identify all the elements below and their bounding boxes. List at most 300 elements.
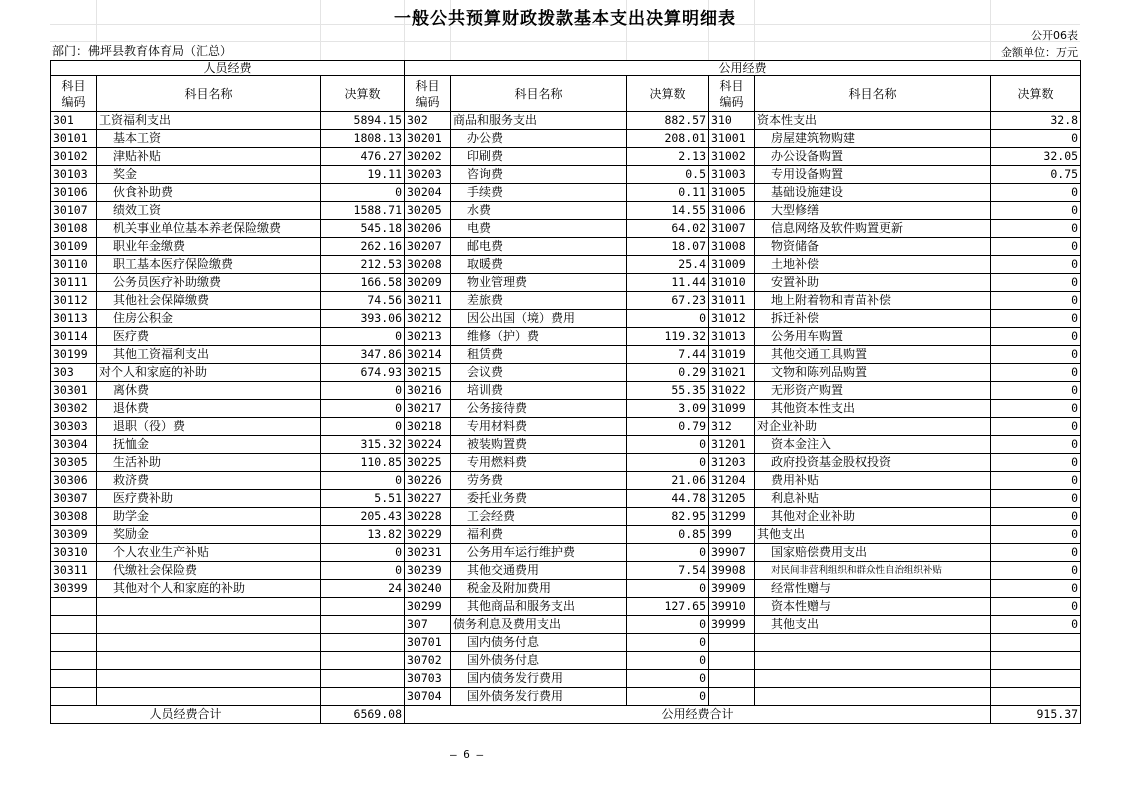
capital-code-cell (709, 688, 755, 706)
goods-amount-cell: 0.79 (627, 418, 709, 436)
capital-name-cell: 公务用车购置 (755, 328, 991, 346)
capital-amount-cell: 0 (991, 364, 1081, 382)
personnel-amount-cell (321, 688, 405, 706)
personnel-code-cell: 30399 (51, 580, 97, 598)
personnel-amount-cell: 5894.15 (321, 112, 405, 130)
personnel-code-cell: 30102 (51, 148, 97, 166)
goods-amount-cell: 882.57 (627, 112, 709, 130)
table-row (51, 580, 1081, 598)
goods-name-cell: 办公费 (451, 130, 627, 148)
capital-name-cell: 大型修缮 (755, 202, 991, 220)
goods-name-cell: 公务接待费 (451, 400, 627, 418)
capital-name-cell: 其他支出 (755, 616, 991, 634)
personnel-name-cell (97, 598, 321, 616)
table-row (51, 670, 1081, 688)
capital-name-cell (755, 688, 991, 706)
goods-amount-cell: 21.06 (627, 472, 709, 490)
personnel-code-cell: 30309 (51, 526, 97, 544)
goods-code-cell: 30215 (405, 364, 451, 382)
public-total-label: 公用经费合计 (405, 706, 991, 724)
personnel-amount-cell: 0 (321, 544, 405, 562)
capital-amount-cell (991, 634, 1081, 652)
capital-code-cell: 31205 (709, 490, 755, 508)
capital-amount-cell: 0 (991, 472, 1081, 490)
table-row (51, 166, 1081, 184)
personnel-name-cell: 离休费 (97, 382, 321, 400)
goods-amount-cell: 2.13 (627, 148, 709, 166)
goods-code-cell: 307 (405, 616, 451, 634)
personnel-name-cell: 医疗费 (97, 328, 321, 346)
capital-code-cell: 39909 (709, 580, 755, 598)
personnel-code-cell: 303 (51, 364, 97, 382)
goods-code-cell: 30225 (405, 454, 451, 472)
goods-code-cell: 30202 (405, 148, 451, 166)
page-number: — 6 — (450, 748, 484, 761)
capital-name-cell: 其他交通工具购置 (755, 346, 991, 364)
personnel-code-cell (51, 616, 97, 634)
personnel-code-cell: 30308 (51, 508, 97, 526)
table-row (51, 274, 1081, 292)
personnel-name-cell: 职工基本医疗保险缴费 (97, 256, 321, 274)
personnel-name-cell: 机关事业单位基本养老保险缴费 (97, 220, 321, 238)
public-total-value: 915.37 (991, 706, 1081, 724)
goods-code-cell: 30214 (405, 346, 451, 364)
personnel-name-cell (97, 688, 321, 706)
table-row (51, 418, 1081, 436)
capital-name-cell: 利息补贴 (755, 490, 991, 508)
table-row (51, 202, 1081, 220)
personnel-name-cell: 医疗费补助 (97, 490, 321, 508)
personnel-code-cell: 30109 (51, 238, 97, 256)
goods-name-cell: 手续费 (451, 184, 627, 202)
personnel-code-cell: 30310 (51, 544, 97, 562)
personnel-name-cell: 个人农业生产补贴 (97, 544, 321, 562)
goods-amount-cell: 127.65 (627, 598, 709, 616)
capital-amount-cell (991, 652, 1081, 670)
col-header-name: 科目名称 (97, 76, 321, 112)
personnel-amount-cell: 0 (321, 400, 405, 418)
personnel-code-cell: 30303 (51, 418, 97, 436)
table-row (51, 436, 1081, 454)
goods-amount-cell: 3.09 (627, 400, 709, 418)
goods-amount-cell: 0.29 (627, 364, 709, 382)
capital-code-cell: 31099 (709, 400, 755, 418)
table-row (51, 256, 1081, 274)
capital-name-cell: 政府投资基金股权投资 (755, 454, 991, 472)
personnel-amount-cell: 1588.71 (321, 202, 405, 220)
personnel-total-value: 6569.08 (321, 706, 405, 724)
capital-amount-cell: 0 (991, 292, 1081, 310)
capital-amount-cell: 0 (991, 418, 1081, 436)
capital-amount-cell: 0 (991, 616, 1081, 634)
personnel-name-cell: 对个人和家庭的补助 (97, 364, 321, 382)
personnel-amount-cell: 476.27 (321, 148, 405, 166)
capital-amount-cell: 0.75 (991, 166, 1081, 184)
expenditure-table (50, 60, 1081, 724)
personnel-code-cell: 30301 (51, 382, 97, 400)
personnel-code-cell: 301 (51, 112, 97, 130)
personnel-name-cell: 助学金 (97, 508, 321, 526)
personnel-code-cell: 30304 (51, 436, 97, 454)
personnel-name-cell: 救济费 (97, 472, 321, 490)
table-row (51, 688, 1081, 706)
capital-code-cell: 312 (709, 418, 755, 436)
capital-amount-cell (991, 688, 1081, 706)
personnel-name-cell: 代缴社会保险费 (97, 562, 321, 580)
capital-name-cell: 专用设备购置 (755, 166, 991, 184)
personnel-name-cell: 其他对个人和家庭的补助 (97, 580, 321, 598)
table-row (51, 490, 1081, 508)
col-header-code: 科目 编码 (51, 76, 97, 112)
capital-code-cell: 31204 (709, 472, 755, 490)
col-header-amount: 决算数 (627, 76, 709, 112)
personnel-amount-cell: 1808.13 (321, 130, 405, 148)
goods-name-cell: 水费 (451, 202, 627, 220)
goods-amount-cell: 14.55 (627, 202, 709, 220)
personnel-name-cell: 其他工资福利支出 (97, 346, 321, 364)
personnel-total-label: 人员经费合计 (51, 706, 321, 724)
goods-code-cell: 30229 (405, 526, 451, 544)
personnel-code-cell: 30101 (51, 130, 97, 148)
column-header-row (51, 76, 1081, 112)
col-header-name: 科目名称 (451, 76, 627, 112)
personnel-name-cell: 生活补助 (97, 454, 321, 472)
capital-name-cell: 信息网络及软件购置更新 (755, 220, 991, 238)
goods-name-cell: 福利费 (451, 526, 627, 544)
personnel-amount-cell: 212.53 (321, 256, 405, 274)
personnel-code-cell: 30108 (51, 220, 97, 238)
goods-name-cell: 公务用车运行维护费 (451, 544, 627, 562)
capital-amount-cell: 0 (991, 184, 1081, 202)
goods-code-cell: 30208 (405, 256, 451, 274)
capital-name-cell: 其他对企业补助 (755, 508, 991, 526)
goods-name-cell: 差旅费 (451, 292, 627, 310)
capital-name-cell: 对民间非营利组织和群众性自治组织补贴 (755, 562, 991, 580)
personnel-amount-cell: 5.51 (321, 490, 405, 508)
goods-code-cell: 30704 (405, 688, 451, 706)
capital-code-cell: 31299 (709, 508, 755, 526)
personnel-amount-cell: 674.93 (321, 364, 405, 382)
table-row (51, 292, 1081, 310)
personnel-amount-cell: 13.82 (321, 526, 405, 544)
personnel-code-cell: 30199 (51, 346, 97, 364)
section-header-row (51, 61, 1081, 76)
personnel-name-cell: 抚恤金 (97, 436, 321, 454)
personnel-amount-cell: 205.43 (321, 508, 405, 526)
personnel-name-cell: 基本工资 (97, 130, 321, 148)
capital-code-cell (709, 670, 755, 688)
personnel-name-cell: 绩效工资 (97, 202, 321, 220)
goods-code-cell: 30702 (405, 652, 451, 670)
personnel-amount-cell (321, 598, 405, 616)
table-row (51, 400, 1081, 418)
table-row (51, 526, 1081, 544)
personnel-code-cell: 30113 (51, 310, 97, 328)
table-row (51, 310, 1081, 328)
goods-name-cell: 国内债务付息 (451, 634, 627, 652)
table-row (51, 148, 1081, 166)
capital-amount-cell: 0 (991, 130, 1081, 148)
capital-name-cell: 经常性赠与 (755, 580, 991, 598)
goods-name-cell: 其他商品和服务支出 (451, 598, 627, 616)
goods-code-cell: 30203 (405, 166, 451, 184)
goods-amount-cell: 0.85 (627, 526, 709, 544)
capital-code-cell: 31013 (709, 328, 755, 346)
personnel-amount-cell: 0 (321, 418, 405, 436)
personnel-code-cell: 30107 (51, 202, 97, 220)
personnel-amount-cell: 166.58 (321, 274, 405, 292)
personnel-code-cell: 30306 (51, 472, 97, 490)
capital-name-cell: 其他资本性支出 (755, 400, 991, 418)
goods-amount-cell: 7.44 (627, 346, 709, 364)
goods-name-cell: 债务利息及费用支出 (451, 616, 627, 634)
department-label: 部门：佛坪县教育体育局（汇总） (52, 44, 233, 58)
personnel-code-cell: 30110 (51, 256, 97, 274)
capital-code-cell: 399 (709, 526, 755, 544)
table-row (51, 112, 1081, 130)
table-row (51, 220, 1081, 238)
capital-name-cell: 资本性赠与 (755, 598, 991, 616)
capital-name-cell: 对企业补助 (755, 418, 991, 436)
personnel-amount-cell: 0 (321, 382, 405, 400)
capital-code-cell: 31002 (709, 148, 755, 166)
capital-name-cell: 资本性支出 (755, 112, 991, 130)
personnel-code-cell (51, 688, 97, 706)
goods-amount-cell: 0 (627, 436, 709, 454)
table-row (51, 616, 1081, 634)
personnel-name-cell (97, 670, 321, 688)
personnel-name-cell: 住房公积金 (97, 310, 321, 328)
goods-code-cell: 30231 (405, 544, 451, 562)
personnel-code-cell: 30106 (51, 184, 97, 202)
goods-name-cell: 维修（护）费 (451, 328, 627, 346)
personnel-code-cell: 30311 (51, 562, 97, 580)
personnel-name-cell: 伙食补助费 (97, 184, 321, 202)
goods-amount-cell: 7.54 (627, 562, 709, 580)
goods-amount-cell: 0.11 (627, 184, 709, 202)
goods-amount-cell: 0 (627, 544, 709, 562)
capital-name-cell: 其他支出 (755, 526, 991, 544)
goods-name-cell: 商品和服务支出 (451, 112, 627, 130)
personnel-amount-cell: 315.32 (321, 436, 405, 454)
capital-code-cell: 39907 (709, 544, 755, 562)
personnel-name-cell: 退休费 (97, 400, 321, 418)
goods-code-cell: 30217 (405, 400, 451, 418)
personnel-code-cell: 30305 (51, 454, 97, 472)
goods-amount-cell: 0 (627, 580, 709, 598)
capital-name-cell: 安置补助 (755, 274, 991, 292)
personnel-amount-cell: 19.11 (321, 166, 405, 184)
capital-code-cell: 31019 (709, 346, 755, 364)
col-header-amount: 决算数 (991, 76, 1081, 112)
personnel-name-cell (97, 634, 321, 652)
goods-code-cell: 30240 (405, 580, 451, 598)
table-row (51, 130, 1081, 148)
capital-code-cell: 310 (709, 112, 755, 130)
capital-code-cell: 31011 (709, 292, 755, 310)
goods-code-cell: 30209 (405, 274, 451, 292)
table-row (51, 328, 1081, 346)
table-row (51, 364, 1081, 382)
capital-code-cell: 31006 (709, 202, 755, 220)
capital-amount-cell: 0 (991, 310, 1081, 328)
personnel-amount-cell: 74.56 (321, 292, 405, 310)
personnel-amount-cell: 393.06 (321, 310, 405, 328)
table-row (51, 508, 1081, 526)
capital-amount-cell: 0 (991, 508, 1081, 526)
personnel-amount-cell: 24 (321, 580, 405, 598)
goods-code-cell: 30216 (405, 382, 451, 400)
report-title: 一般公共预算财政拨款基本支出决算明细表 (394, 9, 736, 29)
goods-name-cell: 会议费 (451, 364, 627, 382)
personnel-name-cell: 工资福利支出 (97, 112, 321, 130)
col-header-code: 科目 编码 (709, 76, 755, 112)
personnel-name-cell (97, 616, 321, 634)
col-header-name: 科目名称 (755, 76, 991, 112)
goods-name-cell: 国外债务发行费用 (451, 688, 627, 706)
personnel-amount-cell: 0 (321, 562, 405, 580)
goods-amount-cell: 0 (627, 616, 709, 634)
table-row (51, 382, 1081, 400)
section-public: 公用经费 (405, 61, 1081, 76)
table-row (51, 598, 1081, 616)
goods-name-cell: 其他交通费用 (451, 562, 627, 580)
table-row (51, 184, 1081, 202)
capital-code-cell: 31022 (709, 382, 755, 400)
personnel-amount-cell: 0 (321, 328, 405, 346)
goods-name-cell: 被装购置费 (451, 436, 627, 454)
goods-amount-cell: 11.44 (627, 274, 709, 292)
goods-name-cell: 委托业务费 (451, 490, 627, 508)
report-sheet (50, 0, 1080, 792)
goods-code-cell: 30701 (405, 634, 451, 652)
goods-name-cell: 专用材料费 (451, 418, 627, 436)
goods-amount-cell: 55.35 (627, 382, 709, 400)
capital-name-cell: 物资储备 (755, 238, 991, 256)
personnel-code-cell: 30307 (51, 490, 97, 508)
capital-amount-cell: 0 (991, 490, 1081, 508)
personnel-amount-cell (321, 652, 405, 670)
personnel-name-cell: 公务员医疗补助缴费 (97, 274, 321, 292)
capital-amount-cell: 0 (991, 274, 1081, 292)
capital-name-cell (755, 652, 991, 670)
capital-code-cell: 31005 (709, 184, 755, 202)
goods-code-cell: 30226 (405, 472, 451, 490)
personnel-code-cell (51, 670, 97, 688)
table-row (51, 472, 1081, 490)
goods-amount-cell: 82.95 (627, 508, 709, 526)
personnel-name-cell (97, 652, 321, 670)
goods-code-cell: 30201 (405, 130, 451, 148)
goods-code-cell: 30239 (405, 562, 451, 580)
goods-code-cell: 30228 (405, 508, 451, 526)
goods-amount-cell: 67.23 (627, 292, 709, 310)
personnel-amount-cell: 262.16 (321, 238, 405, 256)
capital-name-cell: 办公设备购置 (755, 148, 991, 166)
personnel-code-cell: 30103 (51, 166, 97, 184)
goods-amount-cell: 0 (627, 454, 709, 472)
personnel-name-cell: 津贴补贴 (97, 148, 321, 166)
capital-amount-cell: 0 (991, 454, 1081, 472)
capital-code-cell: 31009 (709, 256, 755, 274)
table-row (51, 634, 1081, 652)
goods-code-cell: 30204 (405, 184, 451, 202)
personnel-name-cell: 奖励金 (97, 526, 321, 544)
personnel-amount-cell (321, 634, 405, 652)
capital-code-cell: 39999 (709, 616, 755, 634)
goods-name-cell: 国外债务付息 (451, 652, 627, 670)
personnel-code-cell (51, 598, 97, 616)
col-header-code: 科目 编码 (405, 76, 451, 112)
goods-code-cell: 30205 (405, 202, 451, 220)
personnel-code-cell: 30302 (51, 400, 97, 418)
personnel-code-cell: 30111 (51, 274, 97, 292)
goods-code-cell: 30299 (405, 598, 451, 616)
personnel-amount-cell (321, 616, 405, 634)
capital-amount-cell: 0 (991, 580, 1081, 598)
goods-code-cell: 30207 (405, 238, 451, 256)
capital-amount-cell: 0 (991, 346, 1081, 364)
capital-code-cell: 31021 (709, 364, 755, 382)
goods-name-cell: 物业管理费 (451, 274, 627, 292)
personnel-amount-cell: 545.18 (321, 220, 405, 238)
capital-amount-cell: 32.8 (991, 112, 1081, 130)
table-row (51, 652, 1081, 670)
form-code: 公开06表 (1031, 29, 1078, 42)
capital-amount-cell: 0 (991, 526, 1081, 544)
capital-name-cell: 国家赔偿费用支出 (755, 544, 991, 562)
capital-amount-cell (991, 670, 1081, 688)
capital-amount-cell: 0 (991, 220, 1081, 238)
goods-name-cell: 印刷费 (451, 148, 627, 166)
table-row (51, 238, 1081, 256)
capital-code-cell: 31203 (709, 454, 755, 472)
capital-name-cell: 费用补贴 (755, 472, 991, 490)
table-row (51, 346, 1081, 364)
capital-name-cell: 拆迁补偿 (755, 310, 991, 328)
goods-name-cell: 因公出国（境）费用 (451, 310, 627, 328)
capital-name-cell: 基础设施建设 (755, 184, 991, 202)
goods-name-cell: 专用燃料费 (451, 454, 627, 472)
capital-amount-cell: 32.05 (991, 148, 1081, 166)
personnel-name-cell: 奖金 (97, 166, 321, 184)
capital-code-cell: 31201 (709, 436, 755, 454)
table-row (51, 562, 1081, 580)
capital-name-cell: 土地补偿 (755, 256, 991, 274)
capital-amount-cell: 0 (991, 562, 1081, 580)
goods-code-cell: 30227 (405, 490, 451, 508)
capital-code-cell (709, 652, 755, 670)
goods-name-cell: 取暖费 (451, 256, 627, 274)
goods-code-cell: 30218 (405, 418, 451, 436)
section-personnel: 人员经费 (51, 61, 405, 76)
goods-name-cell: 税金及附加费用 (451, 580, 627, 598)
capital-amount-cell: 0 (991, 598, 1081, 616)
goods-code-cell: 30703 (405, 670, 451, 688)
capital-amount-cell: 0 (991, 256, 1081, 274)
personnel-code-cell: 30114 (51, 328, 97, 346)
table-row (51, 544, 1081, 562)
capital-amount-cell: 0 (991, 382, 1081, 400)
personnel-name-cell: 退职（役）费 (97, 418, 321, 436)
goods-amount-cell: 18.07 (627, 238, 709, 256)
goods-amount-cell: 25.4 (627, 256, 709, 274)
capital-name-cell: 文物和陈列品购置 (755, 364, 991, 382)
personnel-amount-cell: 0 (321, 472, 405, 490)
goods-code-cell: 30213 (405, 328, 451, 346)
personnel-code-cell (51, 634, 97, 652)
capital-name-cell: 无形资产购置 (755, 382, 991, 400)
